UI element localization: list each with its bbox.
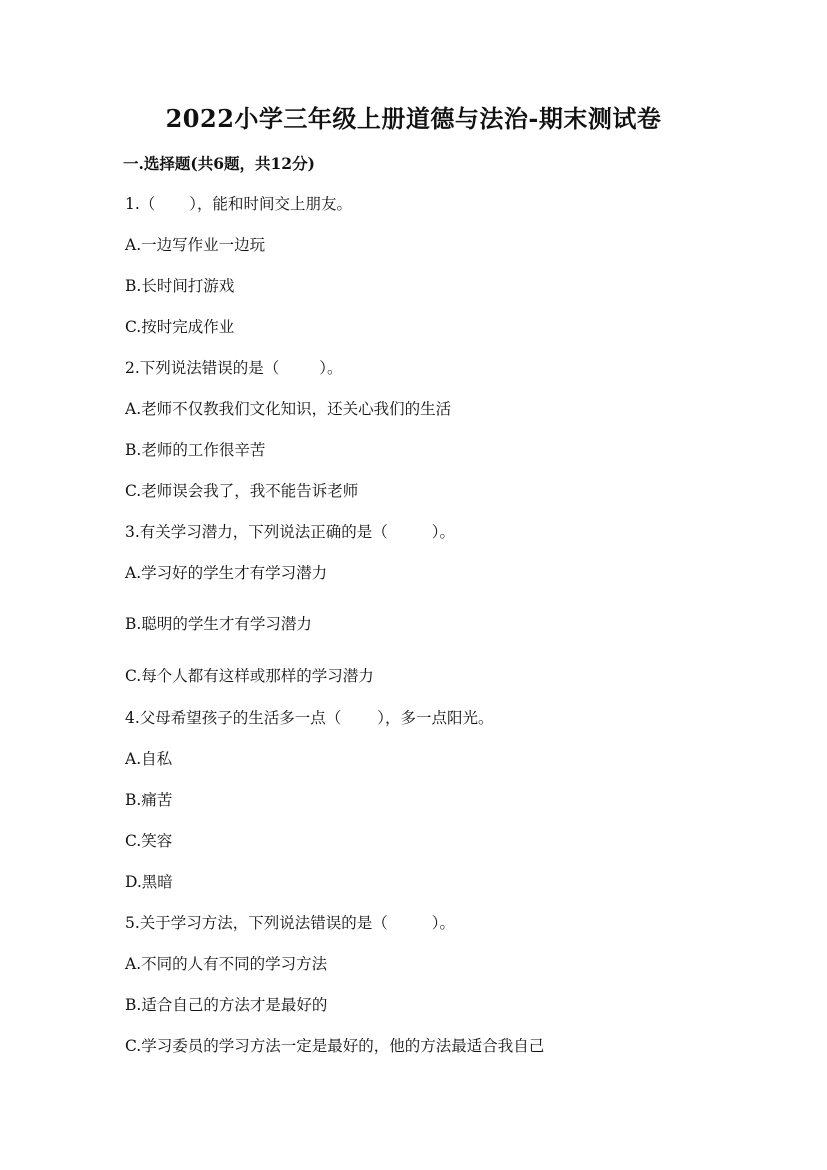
- option-4a: A.自私: [125, 750, 173, 768]
- question-1-stem: [125, 194, 352, 214]
- question-stem-start: 3.有关学习潜力，下列说法正确的是（: [125, 523, 388, 541]
- option-4d: D.黑暗: [125, 873, 173, 891]
- question-stem-start: 4.父母希望孩子的生活多一点（: [125, 709, 342, 727]
- question-5-stem: [125, 913, 455, 933]
- option-3b: B.聪明的学生才有学习潜力: [125, 615, 312, 633]
- option-3a: A.学习好的学生才有学习潜力: [125, 564, 328, 582]
- option-3c: C.每个人都有这样或那样的学习潜力: [125, 667, 374, 685]
- option-5b: B.适合自己的方法才是最好的: [125, 996, 328, 1014]
- option-2c: C.老师误会我了，我不能告诉老师: [125, 482, 359, 500]
- question-3-stem: [125, 522, 455, 542]
- exam-title: 2022小学三年级上册道德与法治-期末测试卷: [165, 104, 662, 133]
- option-1a: A.一边写作业一边玩: [125, 236, 266, 254]
- option-5c: C.学习委员的学习方法一定是最好的，他的方法最适合我自己: [125, 1037, 545, 1055]
- option-4c: C.笑容: [125, 832, 173, 850]
- question-stem-start: 1.（: [125, 195, 156, 213]
- question-stem-start: 2.下列说法错误的是（: [125, 359, 280, 377]
- question-stem-end: ）。: [431, 914, 456, 932]
- section-heading: 一.选择题(共6题，共12分): [123, 154, 315, 173]
- option-1b: B.长时间打游戏: [125, 277, 235, 295]
- question-2-stem: [125, 358, 343, 378]
- question-stem-end: ）。: [319, 359, 343, 377]
- option-1c: C.按时完成作业: [125, 318, 235, 336]
- question-stem-end: ），能和时间交上朋友。: [189, 195, 353, 213]
- question-4-stem: [125, 708, 494, 728]
- option-2a: A.老师不仅教我们文化知识，还关心我们的生活: [125, 400, 452, 418]
- question-stem-start: 5.关于学习方法，下列说法错误的是（: [125, 914, 388, 932]
- option-4b: B.痛苦: [125, 791, 173, 809]
- option-2b: B.老师的工作很辛苦: [125, 441, 266, 459]
- option-5a: A.不同的人有不同的学习方法: [125, 955, 328, 973]
- question-stem-end: ）。: [431, 523, 456, 541]
- question-stem-end: ），多一点阳光。: [377, 709, 494, 727]
